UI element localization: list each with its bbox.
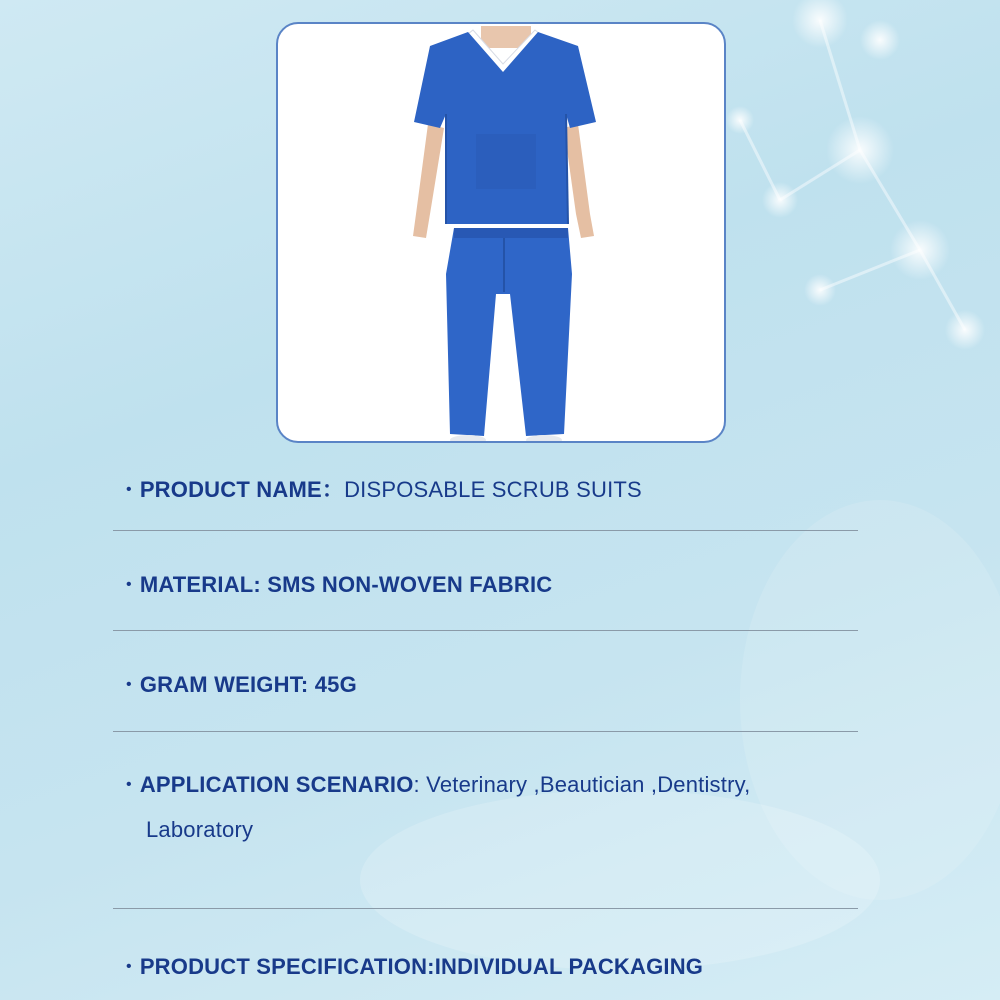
specification-label: PRODUCT SPECIFICATION:INDIVIDUAL PACKAGING [139,954,704,979]
application-value-line1: : Veterinary ,Beautician ,Dentistry, [413,772,751,797]
application-label: APPLICATION SCENARIO [139,772,414,797]
bullet-icon: • [126,576,132,593]
product-name-label: PRODUCT NAME： [139,477,345,502]
material-label: MATERIAL: SMS NON-WOVEN FABRIC [139,572,553,597]
divider [113,908,858,909]
bullet-icon: • [126,776,132,793]
scrub-suit-photo-icon [278,24,726,443]
application-value-line2: Laboratory [146,817,254,842]
divider [113,530,858,531]
divider [113,731,858,732]
product-name-value: DISPOSABLE SCRUB SUITS [344,477,642,502]
spec-product-specification [126,954,703,980]
product-photo-frame [276,22,726,443]
spec-product-name [126,473,642,504]
bullet-icon: • [126,676,132,693]
spec-material [126,572,552,598]
gram-weight-label: GRAM WEIGHT: 45G [139,672,357,697]
spec-application-scenario [126,764,866,851]
divider [113,630,858,631]
bullet-icon: • [126,958,132,975]
spec-gram-weight [126,672,357,698]
bullet-icon: • [126,481,132,498]
